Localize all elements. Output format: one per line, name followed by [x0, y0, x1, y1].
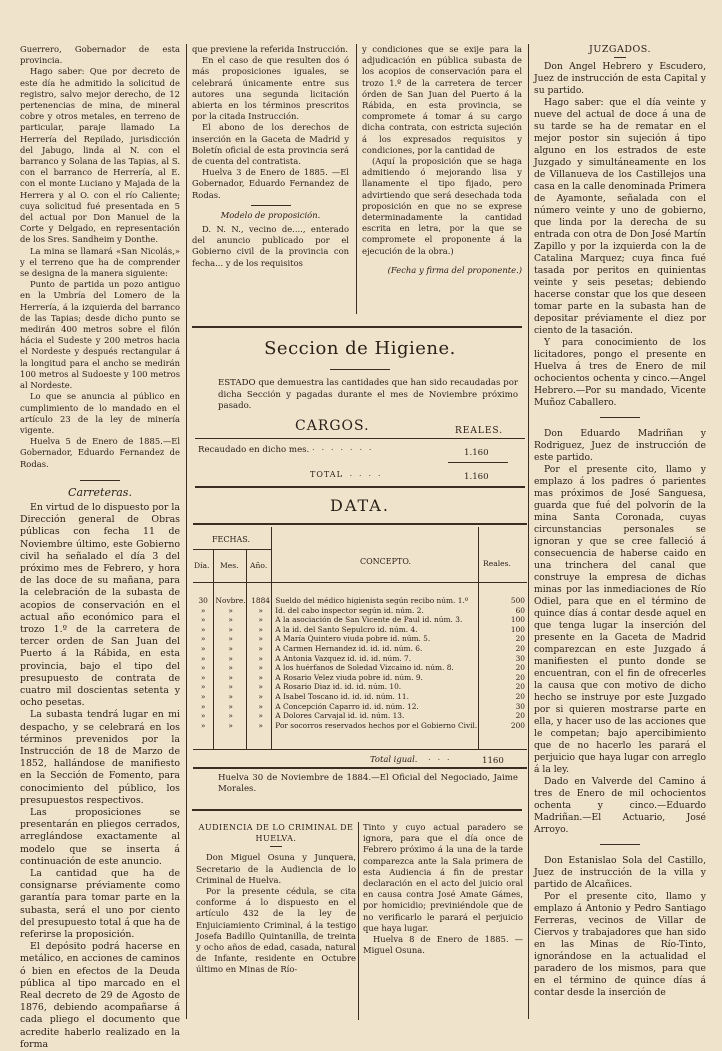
cell-reales: 100: [510, 615, 525, 625]
cell-mes: »: [228, 672, 233, 682]
cell-ano: »: [258, 624, 263, 634]
cell-reales: 20: [515, 672, 525, 682]
cell-dia: »: [200, 663, 206, 673]
cell-mes: »: [228, 720, 233, 730]
table-row: [193, 721, 527, 731]
cell-reales: 20: [515, 663, 525, 673]
column-middle-left: [192, 44, 349, 314]
cell-mes: »: [228, 663, 233, 673]
cargos-heading: CARGOS.: [295, 418, 370, 434]
cell-dia: »: [200, 624, 206, 634]
total-igual-label: Total igual.: [370, 754, 418, 764]
section-rule: [192, 326, 522, 328]
col-ano: Año.: [250, 561, 268, 570]
cell-ano: »: [258, 720, 263, 730]
cell-concepto: A la asociación de San Vicente de Paul id. núm. 3.: [275, 615, 463, 625]
cell-dia: »: [200, 720, 206, 730]
cell-reales: 20: [515, 711, 525, 721]
cell-mes: »: [228, 624, 233, 634]
cell-concepto: A Isabel Toscano id. id. id. núm. 11.: [275, 691, 409, 701]
paragraph: Punto de partida un pozo antiguo en la Umbría del Lomero de la Herrería, á la izquierda del barranco de las Tapias; desde dicho punto se medirán 400 metros sobre el filón hácia el Sudeste y 200 metros hacia el Nordeste y después rectangular á la longitud para el ancho se medirán 100 metros al Sudoeste y 100 metros al Nordeste.: [20, 279, 180, 391]
col-reales: Reales.: [483, 559, 511, 568]
cell-ano: »: [258, 711, 263, 721]
cell-concepto: Por socorros reservados hechos por el Gobierno Civil.: [275, 720, 478, 730]
table-row: [193, 702, 527, 712]
juzgados-heading: JUZGADOS.: [589, 44, 651, 55]
paragraph: Don Estanislao Sola del Castillo, Juez de instrucción de la villa y partido de Alcañices.: [534, 855, 706, 891]
audiencia-column-2: [363, 822, 523, 1020]
signature-note: (Fecha y firma del proponente.): [387, 264, 522, 275]
paragraph: Guerrero, Gobernador de esta provincia.: [20, 44, 180, 66]
audiencia-heading: AUDIENCIA DE LO CRIMINAL DE HUELVA.: [198, 823, 354, 844]
divider: [330, 369, 390, 370]
column-left: [20, 44, 180, 1050]
paragraph: La mina se llamará «San Nicolás,» y el terreno que ha de comprender se designa de la manera siguiente:: [20, 245, 180, 279]
paragraph: que previene la referida Instrucción.: [192, 44, 349, 54]
section-heading-carreteras: Carreteras.: [68, 485, 132, 499]
cell-ano: »: [258, 605, 263, 615]
paragraph: En virtud de lo dispuesto por la Dirección general de Obras públicas con fecha 11 de Noviembre último, este Gobierno civil ha señalado el día 3 del próximo mes de Febrero, y hora de las doce de su mañana, para la celebración de la subasta de acopios de conservación en el actual año económico para el trozo 1.º de la carretera de tercer orden de San Juan del Puerto á la Rábida, en esta provincia, bajo el tipo del presupuesto de contrata de cuatro mil doscientas setenta y ocho pesetas.: [20, 501, 180, 709]
column-right-juzgados: [534, 44, 706, 1019]
cell-reales: 20: [515, 682, 525, 692]
cell-mes: »: [228, 615, 233, 625]
col-mes: Mes.: [220, 561, 239, 570]
paragraph: Hago saber: que el día veinte y nueve del actual de doce á una de su tarde se ha de rematar en el mejor postor sin sujeción á tipo alguno en los estrados de este Juzgado y simultáneamente en los de Villanueva de los Castillejos una casa en la calle denominada Primera de Ayamonte, señalada con el número veinte y uno de gobierno, que linda por la derecha de su entrada con otra de Don José Martín Zapillo y por la izquierda con la de Catalina Marquez; cuya finca fué tasada por peritos en quinientas veinte y seis pesetas; debiendo hacerse constar que los que deseen tomar parte en la subasta han de depositar préviamente el diez por ciento de la tasación.: [534, 97, 706, 337]
paragraph: Tinto y cuyo actual paradero se ignora, para que el día once de Febrero próximo á la una de la tarde comparezca ante la Sala primera de esta Audiencia á fin de prestar declaración en el acto del juicio oral en causa contra José Amate Gámes, por homicidio; previniéndole que de no verificarlo le parará el perjuicio que haya lugar.: [363, 822, 523, 933]
total-igual-value: 1160: [482, 756, 504, 766]
cell-concepto: A la id. del Santo Sepulcro id. núm. 4.: [275, 624, 418, 634]
column-rule: [528, 44, 529, 1019]
cell-dia: 30: [198, 596, 208, 605]
cell-dia: »: [200, 605, 206, 615]
cell-mes: »: [228, 711, 233, 721]
fechas-header: FECHAS.: [212, 535, 251, 544]
paragraph: La subasta tendrá lugar en mi despacho, y se celebrará en los términos prevenidos por la Instrucción de 18 de Marzo de 1852, hallándose de manifiesto en la Sección de Fomento, para conocimiento del público, los presupuestos respectivos.: [20, 709, 180, 806]
table-row: [193, 634, 527, 644]
paragraph: Don Miguel Osuna y Junquera, Secretario de la Audiencia de lo Criminal de Huelva.: [196, 852, 356, 885]
higiene-footer: Huelva 30 de Noviembre de 1884.—El Oficial del Negociado, Jaime Morales.: [218, 773, 518, 794]
cell-dia: »: [200, 653, 206, 663]
cell-mes: »: [228, 653, 233, 663]
recaudado-label: Recaudado en dicho mes.: [198, 445, 310, 455]
paragraph: En el caso de que resulten dos ó más proposiciones iguales, se celebrará únicamente entre sus autores una segunda licitación abierta en los términos prescritos por la citada Instrucción.: [192, 55, 349, 122]
cell-mes: »: [228, 691, 233, 701]
table-row: [193, 654, 527, 664]
paragraph: Por la presente cédula, se cita conforme á lo dispuesto en el artículo 432 de la ley de Enjuiciamiento Criminal, á la testigo Josefa Badillo Quintanilla, de treinta y ocho años de edad, casada, natural de Infante, residente en Octubre último en Minas de Río-: [196, 886, 356, 975]
table-row: [193, 673, 527, 683]
cell-concepto: A Dolores Carvajal id. id. núm. 13.: [275, 711, 405, 721]
column-rule: [186, 44, 187, 1019]
paragraph: Huelva 3 de Enero de 1885. —El Gobernador, Eduardo Fernandez de Rodas.: [192, 167, 349, 200]
divider: [270, 846, 282, 847]
paragraph: Don Angel Hebrero y Escudero, Juez de instrucción de esta Capital y su partido.: [534, 61, 706, 97]
cell-concepto: Sueldo del médico higienista según recibo núm. 1.º: [275, 596, 469, 605]
table-rule: [193, 523, 527, 525]
table-row: [193, 692, 527, 702]
data-table: [193, 596, 527, 730]
cell-ano: 1884: [251, 596, 270, 605]
cell-ano: »: [258, 691, 263, 701]
table-row: [193, 596, 527, 606]
table-row: [193, 644, 527, 654]
paragraph: Por el presente cito, llamo y emplazo á Antonio y Pedro Santiago Ferreras, vecinos de Villar de Ciervos y trabajadores que han sido en las Minas de Río-Tinto, ignorándose en la actualidad el paradero de los mismos, para que en el término de quince días á contar desde la inserción de: [534, 891, 706, 999]
cell-concepto: A Antonia Vazquez id. id. id. núm. 7.: [275, 653, 412, 663]
divider: [251, 205, 291, 206]
cell-ano: »: [258, 643, 263, 653]
paragraph: Por el presente cito, llamo y emplazo á los padres ó parientes mas próximos de José Sanguesa, guarda que fué del polvorín de la mina Santa Coronada, cuyas circunstancias personales se ignoran y que se cree falleció á consecuencia de haberse caido en una trinchera del canal que construye la empresa de dichas minas por las inmediaciones de Río Odiel, para que en el término de quince días á contar desde aquel en que tenga lugar la inserción del presente en la Gaceta de Madrid comparezcan en este Juzgado á manifiesten el punto donde se encuentran, con el fin de ofrecerles la causa que con motivo de dicho hecho se instruye por este Juzgado por si quieren mostrarse parte en ella, y hacer uso de las acciones que le competan; bajo apercibimiento que de no hacerlo les parará el perjuicio que haya lugar con arreglo á la ley.: [534, 464, 706, 776]
cell-dia: »: [200, 682, 206, 692]
table-row: [193, 682, 527, 692]
cell-ano: »: [258, 663, 263, 673]
cell-concepto: Id. del cabo inspector según id. núm. 2.: [275, 605, 424, 615]
cell-reales: 20: [515, 691, 525, 701]
cell-mes: »: [228, 701, 233, 711]
section-rule: [192, 809, 522, 811]
cell-mes: »: [228, 682, 233, 692]
cell-ano: »: [258, 653, 263, 663]
cell-concepto: A los huérfanos de Soledad Vizcaino id. núm. 8.: [275, 663, 454, 673]
cell-mes: »: [228, 643, 233, 653]
cell-reales: 100: [510, 624, 525, 634]
table-row: [193, 711, 527, 721]
cell-concepto: A Carmen Hernandez id. id. id. núm. 6.: [275, 643, 423, 653]
cell-mes: Novbre.: [215, 596, 246, 605]
header-rule: [193, 549, 271, 550]
cell-dia: »: [200, 672, 206, 682]
paragraph: Las proposiciones se presentarán en pliegos cerrados, arreglándose exactamente al modelo que se inserta á continuación de este anuncio.: [20, 807, 180, 867]
cell-mes: »: [228, 605, 233, 615]
section-intro: ESTADO que demuestra las cantidades que han sido recaudadas por dicha Sección y pagadas durante el mes de Noviembre próximo pasado.: [218, 378, 518, 411]
leader-dots: . . .: [428, 753, 452, 763]
section-title-higiene: Seccion de Higiene.: [264, 338, 456, 359]
table-rule: [195, 486, 525, 488]
cell-dia: »: [200, 615, 206, 625]
leader-dots: . . . . . . .: [312, 443, 374, 453]
cell-dia: »: [200, 691, 206, 701]
recaudado-value: 1.160: [464, 448, 489, 458]
cell-ano: »: [258, 672, 263, 682]
divider: [600, 844, 640, 845]
cell-reales: 30: [515, 701, 525, 711]
column-middle-right: [362, 44, 522, 314]
data-heading: DATA.: [330, 496, 390, 515]
table-row: [193, 606, 527, 616]
cell-dia: »: [200, 701, 206, 711]
cell-ano: »: [258, 701, 263, 711]
col-concepto: CONCEPTO.: [360, 557, 411, 566]
divider: [614, 57, 626, 58]
cell-ano: »: [258, 682, 263, 692]
table-rule: [193, 767, 527, 769]
cell-mes: »: [228, 634, 233, 644]
paragraph: Lo que se anuncia al público en cumplimiento de lo mandado en el artículo 23 de la ley de minería vigente.: [20, 391, 180, 435]
total-value: 1.160: [464, 472, 489, 482]
paragraph: El abono de los derechos de inserción en la Gaceta de Madrid y Boletín oficial de esta provincia será de cuenta del contratista.: [192, 122, 349, 167]
cell-dia: »: [200, 634, 206, 644]
paragraph: D. N. N., vecino de...., enterado del anuncio publicado por el Gobierno civil de la provincia con fecha... y de los requisitos: [192, 224, 349, 268]
cell-dia: »: [200, 711, 206, 721]
table-row: [193, 625, 527, 635]
header-rule: [193, 582, 527, 583]
column-rule: [356, 44, 357, 314]
paragraph: Hago saber: Que por decreto de este día he admitido la solicitud de registro, salvo mejor derecho, de 12 pertenencias de mina, de mineral cobre y otros metales, en terreno de particular, paraje llamado La Herrería del Repilado, jurisdicción del Jabugo, linda al N. con el barranco y Solana de las Tapias, al S. con el barranco de Herrería, al E. con el monte Luciano y Majada de la Herrera y al O. con el río Caliente; cuya solicitud fué presentada en 5 del actual por Don Manuel de la Corte y Delgado, en representación de los Sres. Sandheim y Donthe.: [20, 66, 180, 245]
cell-reales: 20: [515, 634, 525, 644]
cell-ano: »: [258, 634, 263, 644]
leader-dots: . . . . .: [340, 469, 383, 479]
table-row: [193, 663, 527, 673]
cell-concepto: A Rosario Velez viuda pobre id. núm. 9.: [275, 672, 423, 682]
paragraph: Y para conocimiento de los licitadores, pongo el presente en Huelva á tres de Enero de mil ochocientos ochenta y cinco.—Angel Hebrero.—Por su mandado, Vicente Muñoz Caballero.: [534, 337, 706, 409]
paragraph: El depósito podrá hacerse en metálico, en acciones de caminos ó bien en efectos de la Deuda pública al tipo marcado en el Real decreto de 29 de Agosto de 1876, debiendo acompañarse á cada pliego el documento que acredite haberlo realizado en la forma: [20, 941, 180, 1050]
paragraph: Don Eduardo Madriñan y Rodriguez, Juez de instrucción de este partido.: [534, 428, 706, 464]
cell-reales: 200: [510, 720, 525, 730]
table-row: [193, 615, 527, 625]
cell-reales: 60: [515, 605, 525, 615]
cell-ano: »: [258, 615, 263, 625]
model-heading: Modelo de proposición.: [220, 209, 321, 220]
paragraph: Huelva 5 de Enero de 1885.—El Gobernador, Eduardo Fernandez de Rodas.: [20, 436, 180, 469]
paragraph: La cantidad que ha de consignarse préviamente como garantía para tomar parte en la subasta, será el uno por ciento del presupuesto total á que ha de referirse la proposición.: [20, 868, 180, 941]
paragraph: (Aquí la proposición que se haga admitiendo ó mejorando lisa y llanamente el tipo fijado, pero advirtiendo que será desechada toda proposición en que no se exprese determinadamente la cantidad escrita en letra, por la que se compromete el proponente á la ejecución de la obra.): [362, 156, 522, 256]
cell-reales: 500: [510, 596, 525, 605]
cell-concepto: A Rosario Diaz id. id. id. núm. 10.: [275, 682, 402, 692]
cell-concepto: A María Quintero viuda pobre id. núm. 5.: [275, 634, 431, 644]
table-rule: [195, 438, 525, 439]
total-label: TOTAL: [310, 470, 343, 479]
cell-concepto: A Concepción Caparro id. id. núm. 12.: [275, 701, 419, 711]
audiencia-column: [196, 822, 356, 1020]
col-dia: Día.: [194, 561, 210, 570]
divider: [80, 480, 120, 481]
paragraph: Dado en Valverde del Camino á tres de Enero de mil ochocientos ochenta y cinco.—Eduardo Madriñan.—El Actuario, José Arroyo.: [534, 776, 706, 836]
paragraph: Huelva 8 de Enero de 1885. —Miguel Osuna.: [363, 934, 523, 956]
table-rule: [193, 749, 527, 750]
cell-reales: 20: [515, 643, 525, 653]
column-rule: [358, 822, 359, 1020]
divider: [600, 417, 640, 418]
paragraph: y condiciones que se exije para la adjudicación en pública subasta de los acopios de conservación para el trozo 1.º de la carretera de tercer órden de San Juan del Puerto á la Rábida, en esta provincia, se compromete á tomar á su cargo dicha contrata, con estricta sujeción á los expresados requisitos y condiciones, por la cantidad de: [362, 44, 522, 155]
sum-rule: [448, 462, 508, 463]
cell-dia: »: [200, 643, 206, 653]
reales-heading: REALES.: [455, 426, 504, 436]
cell-reales: 30: [515, 653, 525, 663]
